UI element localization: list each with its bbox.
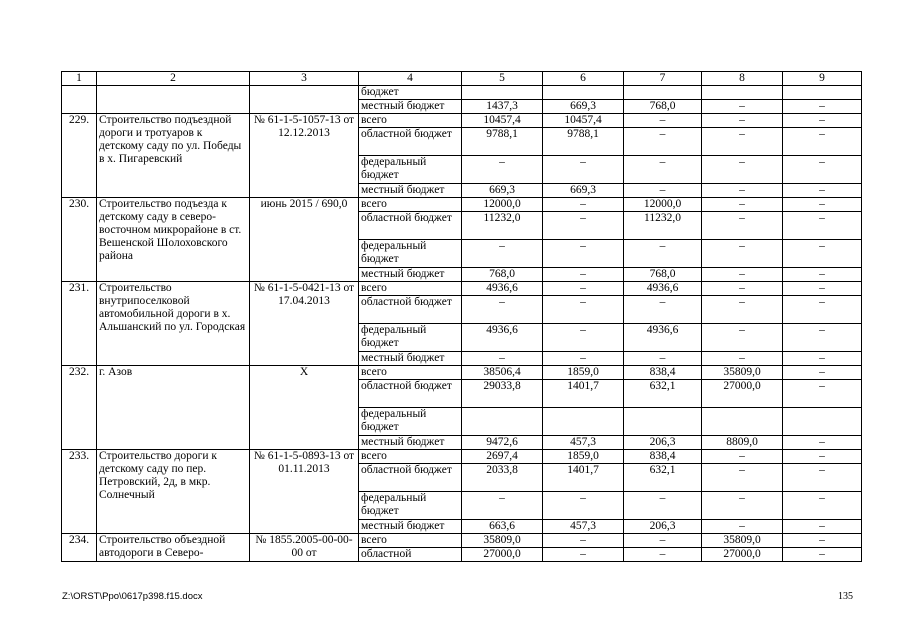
value-cell: [783, 86, 862, 100]
budget-label: всего: [359, 450, 462, 464]
value-cell: –: [543, 212, 624, 240]
value-cell: 9788,1: [462, 128, 543, 156]
table-row: [62, 86, 862, 100]
value-cell: –: [783, 282, 862, 296]
value-cell: –: [624, 548, 702, 562]
value-cell: –: [543, 240, 624, 268]
value-cell: 38506,4: [462, 366, 543, 380]
value-cell: 9472,6: [462, 436, 543, 450]
value-cell: –: [783, 366, 862, 380]
budget-table: [61, 71, 862, 562]
value-cell: –: [702, 240, 783, 268]
value-cell: 29033,8: [462, 380, 543, 408]
value-cell: 11232,0: [462, 212, 543, 240]
value-cell: –: [702, 450, 783, 464]
value-cell: –: [543, 296, 624, 324]
value-cell: 1859,0: [543, 450, 624, 464]
item-name: Строительство объездной автодороги в Северо-: [97, 534, 250, 562]
budget-label: всего: [359, 198, 462, 212]
value-cell: 2697,4: [462, 450, 543, 464]
value-cell: 669,3: [462, 184, 543, 198]
value-cell: –: [624, 492, 702, 520]
budget-label: всего: [359, 282, 462, 296]
value-cell: –: [543, 352, 624, 366]
value-cell: 4936,6: [624, 282, 702, 296]
value-cell: –: [462, 240, 543, 268]
value-cell: –: [783, 324, 862, 352]
item-number: 229.: [62, 114, 97, 198]
value-cell: 27000,0: [702, 380, 783, 408]
value-cell: –: [702, 324, 783, 352]
value-cell: –: [543, 492, 624, 520]
value-cell: 1437,3: [462, 100, 543, 114]
value-cell: 4936,6: [462, 282, 543, 296]
value-cell: –: [624, 240, 702, 268]
value-cell: 4936,6: [624, 324, 702, 352]
value-cell: 838,4: [624, 450, 702, 464]
value-cell: –: [783, 464, 862, 492]
value-cell: –: [783, 520, 862, 534]
budget-label: всего: [359, 534, 462, 548]
budget-label: местный бюджет: [359, 436, 462, 450]
value-cell: –: [702, 282, 783, 296]
value-cell: [702, 408, 783, 436]
value-cell: 1401,7: [543, 380, 624, 408]
budget-label: местный бюджет: [359, 268, 462, 282]
budget-label: федеральный бюджет: [359, 492, 462, 520]
value-cell: –: [702, 184, 783, 198]
value-cell: 10457,4: [462, 114, 543, 128]
value-cell: –: [783, 198, 862, 212]
item-name: Строительство подъездной дороги и тротуаров к детскому саду по ул. Победы в х. Пигаревский: [97, 114, 250, 198]
value-cell: –: [543, 534, 624, 548]
item-document: № 61-1-5-0893-13 от 01.11.2013: [250, 450, 359, 534]
value-cell: 768,0: [462, 268, 543, 282]
item-document: июнь 2015 / 690,0: [250, 198, 359, 282]
value-cell: [462, 86, 543, 100]
value-cell: 768,0: [624, 100, 702, 114]
value-cell: –: [462, 492, 543, 520]
value-cell: –: [702, 464, 783, 492]
value-cell: [543, 408, 624, 436]
value-cell: –: [783, 128, 862, 156]
value-cell: –: [783, 548, 862, 562]
table-row: [62, 282, 862, 296]
value-cell: –: [702, 212, 783, 240]
value-cell: 12000,0: [462, 198, 543, 212]
header-cell: 6: [543, 72, 624, 86]
value-cell: –: [624, 534, 702, 548]
value-cell: –: [783, 380, 862, 408]
value-cell: –: [702, 100, 783, 114]
table-row: [62, 366, 862, 380]
file-path: Z:\ORST\Ppo\0617p398.f15.docx: [62, 591, 203, 602]
budget-label: местный бюджет: [359, 520, 462, 534]
value-cell: –: [783, 492, 862, 520]
page-number: 135: [838, 591, 853, 602]
budget-label: федеральный бюджет: [359, 408, 462, 436]
value-cell: –: [783, 184, 862, 198]
header-cell: 5: [462, 72, 543, 86]
table-row: [62, 114, 862, 128]
value-cell: –: [702, 492, 783, 520]
budget-label: областной бюджет: [359, 296, 462, 324]
value-cell: 206,3: [624, 436, 702, 450]
doc-cell: [250, 86, 359, 114]
value-cell: –: [783, 436, 862, 450]
value-cell: [624, 86, 702, 100]
value-cell: 2033,8: [462, 464, 543, 492]
value-cell: 663,6: [462, 520, 543, 534]
header-cell: 2: [97, 72, 250, 86]
value-cell: –: [624, 128, 702, 156]
value-cell: –: [543, 198, 624, 212]
value-cell: [624, 408, 702, 436]
item-number: 232.: [62, 366, 97, 450]
budget-label: местный бюджет: [359, 184, 462, 198]
value-cell: 632,1: [624, 464, 702, 492]
value-cell: 457,3: [543, 436, 624, 450]
value-cell: –: [783, 100, 862, 114]
item-name: г. Азов: [97, 366, 250, 450]
header-cell: 9: [783, 72, 862, 86]
value-cell: –: [702, 296, 783, 324]
header-row: [62, 72, 862, 86]
budget-label: федеральный бюджет: [359, 156, 462, 184]
header-cell: 3: [250, 72, 359, 86]
value-cell: –: [702, 520, 783, 534]
value-cell: –: [462, 156, 543, 184]
value-cell: –: [702, 268, 783, 282]
value-cell: –: [624, 114, 702, 128]
value-cell: 10457,4: [543, 114, 624, 128]
value-cell: 768,0: [624, 268, 702, 282]
value-cell: 12000,0: [624, 198, 702, 212]
value-cell: –: [543, 548, 624, 562]
table-row: [62, 450, 862, 464]
value-cell: 632,1: [624, 380, 702, 408]
value-cell: –: [624, 184, 702, 198]
value-cell: –: [702, 156, 783, 184]
value-cell: –: [702, 352, 783, 366]
value-cell: –: [783, 296, 862, 324]
value-cell: 35809,0: [702, 534, 783, 548]
budget-label: областной бюджет: [359, 128, 462, 156]
header-cell: 1: [62, 72, 97, 86]
value-cell: –: [702, 114, 783, 128]
value-cell: –: [624, 156, 702, 184]
value-cell: 27000,0: [462, 548, 543, 562]
item-number: 231.: [62, 282, 97, 366]
value-cell: 35809,0: [702, 366, 783, 380]
value-cell: –: [783, 352, 862, 366]
item-number: 234.: [62, 534, 97, 562]
table-row: [62, 534, 862, 548]
budget-label: всего: [359, 366, 462, 380]
value-cell: 206,3: [624, 520, 702, 534]
value-cell: –: [543, 324, 624, 352]
value-cell: 9788,1: [543, 128, 624, 156]
value-cell: –: [783, 268, 862, 282]
value-cell: –: [624, 352, 702, 366]
budget-label: областной бюджет: [359, 212, 462, 240]
value-cell: –: [783, 534, 862, 548]
value-cell: –: [783, 156, 862, 184]
budget-label: всего: [359, 114, 462, 128]
value-cell: –: [783, 240, 862, 268]
value-cell: 8809,0: [702, 436, 783, 450]
budget-label: местный бюджет: [359, 100, 462, 114]
value-cell: –: [702, 128, 783, 156]
item-document: Х: [250, 366, 359, 450]
budget-label: бюджет: [359, 86, 462, 100]
header-cell: 8: [702, 72, 783, 86]
value-cell: 1859,0: [543, 366, 624, 380]
value-cell: 11232,0: [624, 212, 702, 240]
number-cell: [62, 86, 97, 114]
budget-label: областной бюджет: [359, 464, 462, 492]
budget-label: федеральный бюджет: [359, 240, 462, 268]
value-cell: –: [783, 114, 862, 128]
value-cell: 838,4: [624, 366, 702, 380]
budget-label: областной бюджет: [359, 380, 462, 408]
item-document: № 61-1-5-0421-13 от 17.04.2013: [250, 282, 359, 366]
value-cell: –: [462, 352, 543, 366]
item-name: Строительство внутрипоселковой автомобильной дороги в х. Альшанский по ул. Городская: [97, 282, 250, 366]
value-cell: –: [783, 450, 862, 464]
value-cell: –: [543, 268, 624, 282]
value-cell: –: [462, 296, 543, 324]
value-cell: –: [783, 212, 862, 240]
table-row: [62, 198, 862, 212]
value-cell: [702, 86, 783, 100]
item-document: № 1855.2005-00-00-00 от: [250, 534, 359, 562]
value-cell: [783, 408, 862, 436]
item-document: № 61-1-5-1057-13 от 12.12.2013: [250, 114, 359, 198]
name-cell: [97, 86, 250, 114]
value-cell: [462, 408, 543, 436]
value-cell: 27000,0: [702, 548, 783, 562]
budget-label: местный бюджет: [359, 352, 462, 366]
value-cell: –: [624, 296, 702, 324]
item-number: 230.: [62, 198, 97, 282]
value-cell: 4936,6: [462, 324, 543, 352]
header-cell: 7: [624, 72, 702, 86]
value-cell: –: [543, 156, 624, 184]
value-cell: 35809,0: [462, 534, 543, 548]
value-cell: 669,3: [543, 184, 624, 198]
item-name: Строительство дороги к детскому саду по пер. Петровский, 2д, в мкр. Солнечный: [97, 450, 250, 534]
value-cell: 669,3: [543, 100, 624, 114]
budget-label: федеральный бюджет: [359, 324, 462, 352]
header-cell: 4: [359, 72, 462, 86]
item-name: Строительство подъезда к детскому саду в северо-восточном микрорайоне в ст. Вешенской Шолоховского района: [97, 198, 250, 282]
budget-label: областной: [359, 548, 462, 562]
value-cell: –: [543, 282, 624, 296]
value-cell: 457,3: [543, 520, 624, 534]
value-cell: –: [702, 198, 783, 212]
value-cell: 1401,7: [543, 464, 624, 492]
item-number: 233.: [62, 450, 97, 534]
value-cell: [543, 86, 624, 100]
